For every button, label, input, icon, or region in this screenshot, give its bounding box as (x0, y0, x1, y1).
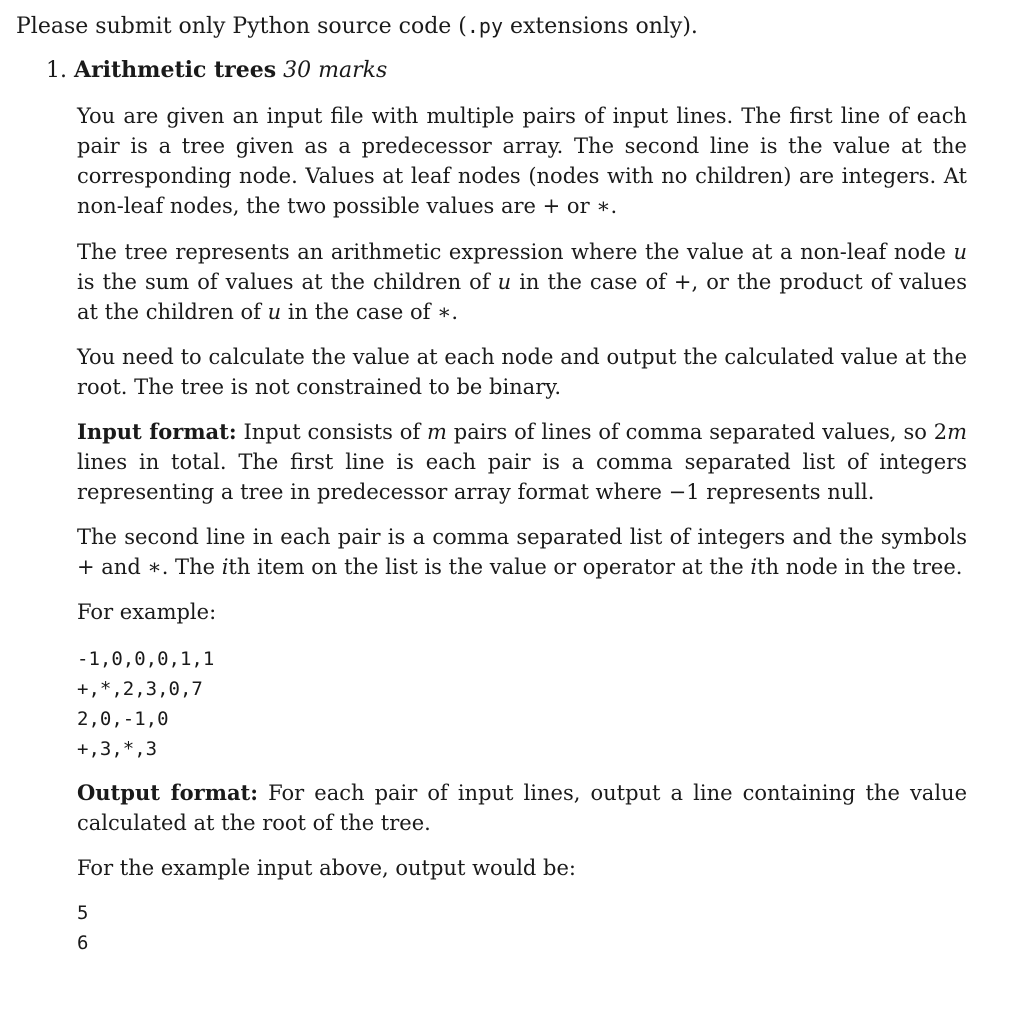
paragraph-text: lines in total. The first line is each pair is a comma separated list of integers representing a tree in predecessor array format where −1 represents null. (77, 450, 967, 504)
output-line: 5 (77, 902, 89, 924)
paragraph-text: in the case of ∗. (281, 300, 459, 324)
math-variable: u (497, 270, 512, 294)
question-heading (46, 56, 387, 85)
question-marks: 30 marks (283, 58, 388, 83)
question-number: 1. (46, 58, 67, 83)
paragraph-text: in the case of +, or the product of values at the children of (77, 270, 968, 324)
file-extension-code: .py (466, 14, 503, 38)
code-line: +,*,2,3,0,7 (77, 678, 203, 700)
output-format-label: Output format: (77, 780, 259, 805)
example-input-code (77, 644, 214, 764)
math-variable: u (267, 300, 282, 324)
paragraph-text: is the sum of values at the children of (77, 270, 498, 294)
paragraph-text: pairs of lines of comma separated values, so 2 (446, 420, 948, 444)
output-intro-text: For the example input above, output would be: (77, 856, 576, 880)
math-variable: m (947, 420, 967, 444)
paragraph-task (77, 342, 967, 402)
math-variable: i (750, 555, 758, 579)
paragraph-tree-expression (77, 237, 967, 327)
output-line: 6 (77, 932, 89, 954)
paragraph-input-format (77, 417, 967, 507)
input-format-label: Input format: (77, 419, 237, 444)
math-variable: i (221, 555, 229, 579)
intro-text-before: Please submit only Python source code ( (16, 14, 467, 39)
intro-text-after: extensions only). (503, 14, 698, 39)
paragraph-text: You are given an input file with multiple pairs of input lines. The first line of each pair is a tree given as a predecessor array. The second line is the value at the corresponding node. Values at leaf nodes (nodes with no children) are integers. At non-leaf nodes, the two possible values are + or ∗. (77, 104, 967, 218)
math-variable: u (953, 240, 967, 264)
example-label-text: For example: (77, 600, 217, 624)
example-label (77, 597, 967, 627)
paragraph-problem-description (77, 101, 967, 221)
math-variable: m (427, 420, 447, 444)
paragraph-text: Input consists of (236, 420, 428, 444)
paragraph-output-format (77, 778, 967, 838)
paragraph-second-line (77, 522, 967, 582)
paragraph-text: The second line in each pair is a comma separated list of integers and the symbols + and ∗. The (77, 525, 967, 579)
paragraph-text: th item on the list is the value or operator at the (228, 555, 751, 579)
paragraph-text: For each pair of input lines, output a line containing the value calculated at the root of the tree. (77, 781, 967, 835)
submission-instruction (16, 12, 698, 41)
code-line: +,3,*,3 (77, 738, 158, 760)
question-title: Arithmetic trees (74, 57, 277, 83)
output-intro (77, 853, 967, 883)
code-line: 2,0,-1,0 (77, 708, 169, 730)
paragraph-text: th node in the tree. (757, 555, 963, 579)
paragraph-text: The tree represents an arithmetic expression where the value at a non-leaf node (77, 240, 954, 264)
paragraph-text: You need to calculate the value at each node and output the calculated value at the root. The tree is not constrained to be binary. (77, 345, 967, 399)
example-output-code (77, 898, 88, 958)
code-line: -1,0,0,0,1,1 (77, 648, 215, 670)
